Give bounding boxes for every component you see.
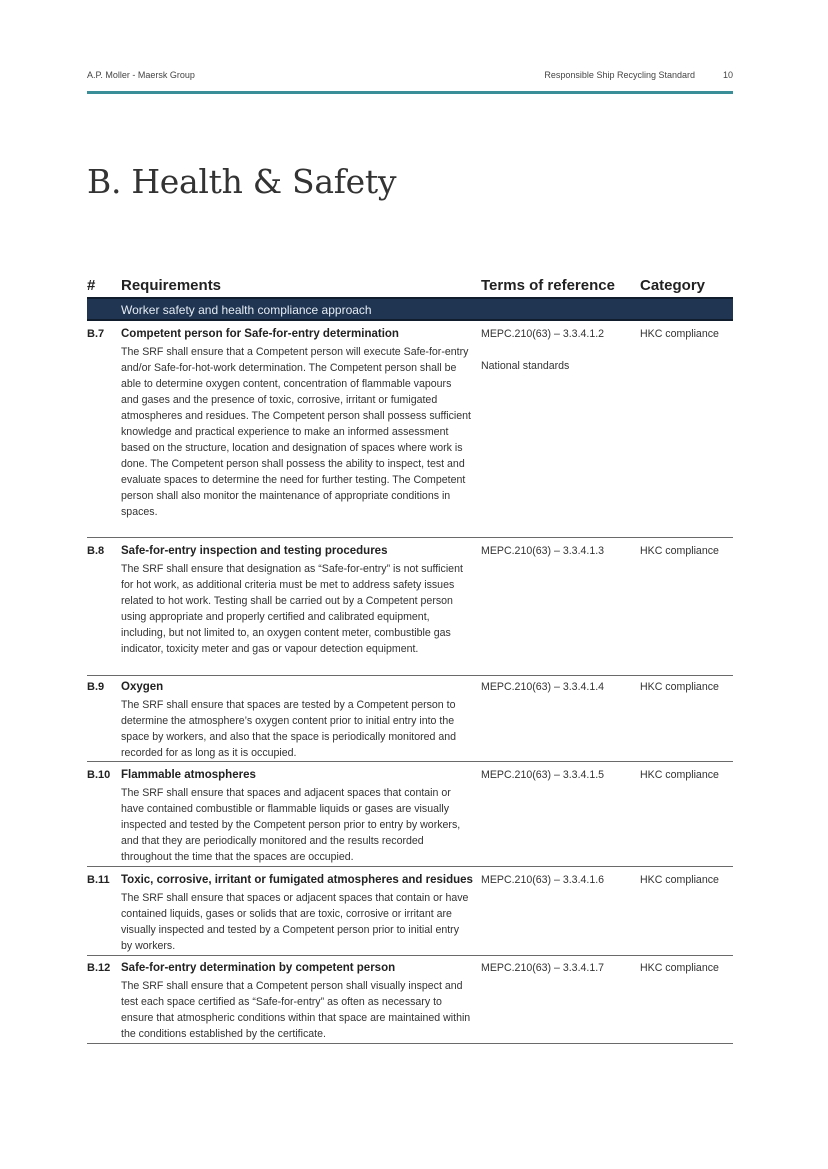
section-bar xyxy=(87,297,733,321)
row-category: HKC compliance xyxy=(640,874,719,886)
row-reference: MEPC.210(63) – 3.3.4.1.5 xyxy=(481,769,605,781)
row-reference: MEPC.210(63) – 3.3.4.1.3 xyxy=(481,545,605,557)
row-category: HKC compliance xyxy=(640,545,719,557)
row-body: The SRF shall ensure that designation as “Safe-for-entry” is not sufficient for hot work, as additional criteria must be met to address safety issues related to hot work. Testing shall be carried out by a Competent person using appropriate and properly certified and calibrated equipment, including, but not limited to, an oxygen content meter, combustible gas indicator, toxicity meter and gas or vapour detection equipment. xyxy=(121,563,463,655)
row-title: Safe-for-entry inspection and testing procedures xyxy=(121,545,388,557)
header-org: A.P. Moller - Maersk Group xyxy=(87,70,195,80)
row-reference: MEPC.210(63) – 3.3.4.1.2 xyxy=(481,328,605,340)
row-number: B.9 xyxy=(87,681,105,693)
row-number: B.11 xyxy=(87,874,110,886)
column-header-terms: Terms of reference xyxy=(481,277,615,294)
row-title: Toxic, corrosive, irritant or fumigated atmospheres and residues xyxy=(121,874,473,886)
column-header-category: Category xyxy=(640,277,706,294)
table-row xyxy=(87,681,733,762)
row-body: The SRF shall ensure that spaces and adjacent spaces that contain or have contained combustible or flammable liquids or gases are visually inspected and tested by the Competent person prior to entry by workers, and that they are periodically monitored and the results recorded throughout the time that the spaces are occupied. xyxy=(121,787,461,863)
row-reference: MEPC.210(63) – 3.3.4.1.6 xyxy=(481,874,605,886)
column-header-requirements: Requirements xyxy=(121,277,222,294)
row-category: HKC compliance xyxy=(640,681,719,693)
row-category: HKC compliance xyxy=(640,962,719,974)
row-number: B.10 xyxy=(87,769,111,781)
table-row xyxy=(87,962,733,1044)
row-title: Oxygen xyxy=(121,681,164,693)
row-reference-secondary: National standards xyxy=(481,360,570,372)
table-row xyxy=(87,328,733,538)
row-category: HKC compliance xyxy=(640,328,719,340)
row-title: Safe-for-entry determination by competent person xyxy=(121,962,396,974)
row-reference: MEPC.210(63) – 3.3.4.1.7 xyxy=(481,962,605,974)
page-header xyxy=(87,68,733,82)
row-number: B.7 xyxy=(87,328,105,340)
table-row xyxy=(87,874,733,956)
column-header-number: # xyxy=(87,277,96,294)
page-number: 10 xyxy=(722,70,733,80)
row-body: The SRF shall ensure that spaces or adjacent spaces that contain or have contained liquids, gases or solids that are toxic, corrosive or irritant are visually inspected and tested by a Competent person prior to initial entry by workers. xyxy=(121,892,469,952)
row-title: Flammable atmospheres xyxy=(121,769,256,781)
row-body: The SRF shall ensure that a Competent person will execute Safe-for-entry and/or Safe-for-hot-work determination. The Competent person shall be able to determine oxygen content, concentration of flammable vapours and gases and the presence of toxic, corrosive, irritant or fumigated atmospheres and residues. The Competent person shall possess sufficient knowledge and practical experience to make an informed assessment based on the structure, location and designation of spaces where work is done. The Competent person shall possess the ability to inspect, test and evaluate spaces to determine the need for further testing. The Competent person shall also monitor the maintenance of appropriate conditions in spaces. xyxy=(121,346,471,518)
row-reference: MEPC.210(63) – 3.3.4.1.4 xyxy=(481,681,605,693)
row-number: B.12 xyxy=(87,962,111,974)
row-category: HKC compliance xyxy=(640,769,719,781)
row-title: Competent person for Safe-for-entry determination xyxy=(121,328,399,340)
header-doc-title: Responsible Ship Recycling Standard xyxy=(544,70,695,80)
header-rule xyxy=(87,91,733,94)
row-body: The SRF shall ensure that spaces are tested by a Competent person to determine the atmosphere’s oxygen content prior to initial entry into the space by workers, and also that the space is periodically monitored and recorded for as long as it is occupied. xyxy=(121,699,457,759)
table-row xyxy=(87,769,733,867)
page-title: B. Health & Safety xyxy=(87,162,397,201)
section-title: Worker safety and health compliance approach xyxy=(121,303,372,317)
table-row xyxy=(87,545,733,676)
row-body: The SRF shall ensure that a Competent person shall visually inspect and test each space certified as “Safe-for-entry” as often as necessary to ensure that atmospheric conditions within that space are maintained within the conditions established by the certificate. xyxy=(121,980,471,1040)
row-number: B.8 xyxy=(87,545,105,557)
